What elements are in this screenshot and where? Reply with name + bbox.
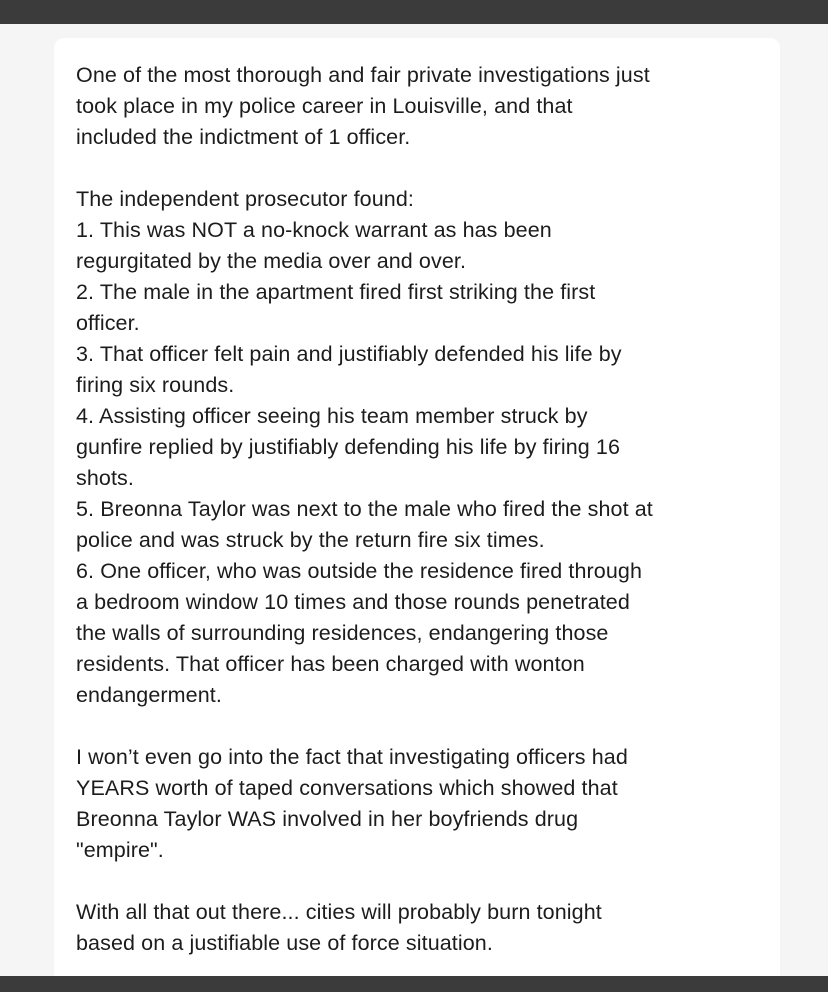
text-line: regurgitated by the media over and over. — [76, 249, 467, 273]
text-line: a bedroom window 10 times and those rounds penetrated — [76, 590, 630, 614]
text-line: residents. That officer has been charged with wonton — [76, 652, 585, 676]
paragraph-context — [76, 742, 766, 866]
text-line: 2. The male in the apartment fired first striking the first — [76, 280, 596, 304]
post-body — [76, 60, 766, 959]
paragraph-findings — [76, 184, 766, 711]
text-line: YEARS worth of taped conversations which showed that — [76, 776, 618, 800]
text-line: gunfire replied by justifiably defending his life by firing 16 — [76, 435, 621, 459]
text-line: I won’t even go into the fact that investigating officers had — [76, 745, 628, 769]
text-line: took place in my police career in Louisville, and that — [76, 94, 573, 118]
text-line: 4. Assisting officer seeing his team member struck by — [76, 404, 588, 428]
text-line: 5. Breonna Taylor was next to the male who fired the shot at — [76, 497, 653, 521]
text-line: The independent prosecutor found: — [76, 187, 414, 211]
paragraph-conclusion — [76, 897, 766, 959]
text-line: 1. This was NOT a no-knock warrant as has been — [76, 218, 552, 242]
text-line: Breonna Taylor WAS involved in her boyfriends drug — [76, 807, 579, 831]
text-line: 6. One officer, who was outside the residence fired through — [76, 559, 643, 583]
text-line: the walls of surrounding residences, endangering those — [76, 621, 609, 645]
text-line: shots. — [76, 466, 134, 490]
page-background — [0, 24, 828, 976]
text-line: One of the most thorough and fair private investigations just — [76, 63, 650, 87]
text-line: With all that out there... cities will probably burn tonight — [76, 900, 602, 924]
text-line: officer. — [76, 311, 140, 335]
text-line: endangerment. — [76, 683, 222, 707]
text-line: firing six rounds. — [76, 373, 235, 397]
bottom-bar — [0, 976, 828, 992]
text-line: 3. That officer felt pain and justifiably defended his life by — [76, 342, 622, 366]
text-line: police and was struck by the return fire six times. — [76, 528, 545, 552]
post-card — [54, 38, 780, 976]
text-line: based on a justifiable use of force situation. — [76, 931, 493, 955]
text-line: included the indictment of 1 officer. — [76, 125, 411, 149]
paragraph-intro — [76, 60, 766, 153]
text-line: "empire". — [76, 838, 164, 862]
